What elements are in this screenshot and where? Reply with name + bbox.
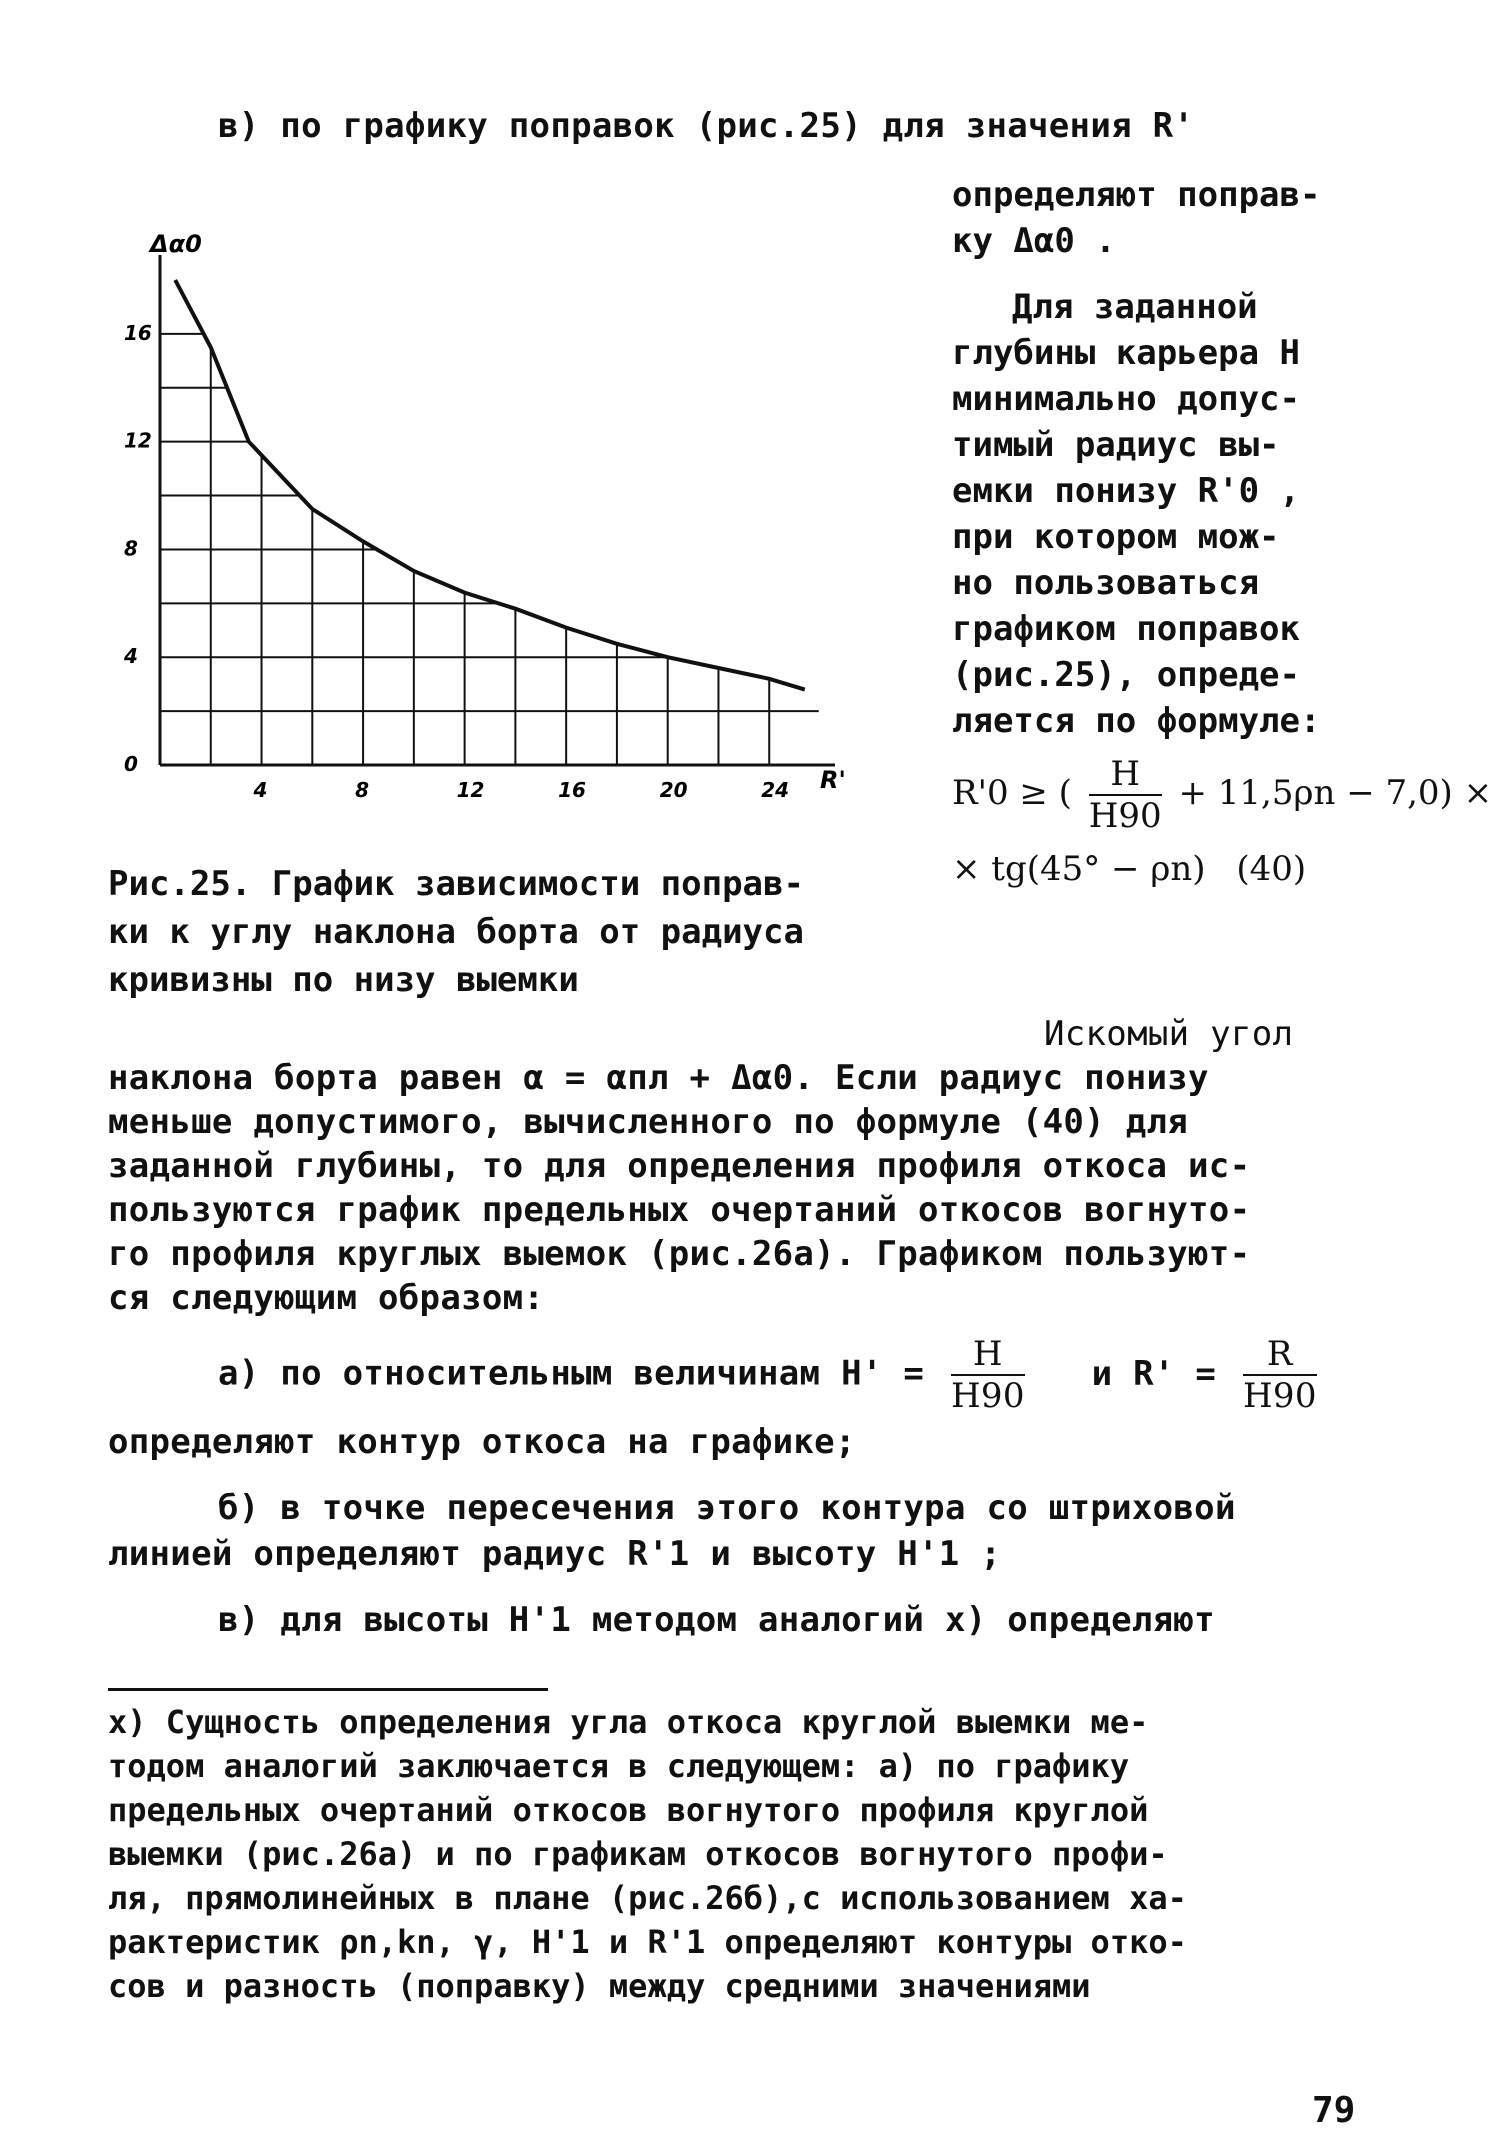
footnote-line: выемки (рис.26а) и по графикам откосов вогнутого профи-	[108, 1835, 1168, 1873]
formula-40	[952, 754, 1493, 836]
right-line: тимый радиус вы-	[952, 425, 1280, 465]
chart-tick-labels	[123, 321, 789, 802]
y-tick-label: 12	[124, 428, 152, 453]
body-line: го профиля круглых выемок (рис.26а). Графиком пользуют-	[108, 1234, 1251, 1274]
right-line: глубины карьера H	[952, 333, 1300, 373]
x-tick-label: 16	[558, 778, 586, 802]
y-tick-label: 8	[124, 536, 138, 561]
item-a-and: и R' =	[1091, 1353, 1217, 1394]
footnote-line: предельных очертаний откосов вогнутого профиля круглой	[108, 1791, 1149, 1829]
page-number: 79	[1312, 2090, 1356, 2131]
item-a-line2: определяют контур откоса на графике;	[108, 1422, 856, 1462]
right-line: минимально допус-	[952, 379, 1300, 419]
right-line: ляется по формуле:	[952, 701, 1321, 741]
fraction-h-den: H90	[950, 1376, 1025, 1416]
formula-rhs: + 11,5ρn − 7,0) ×	[1178, 773, 1493, 813]
footnote-line: сов и разность (поправку) между средними значениями	[108, 1967, 1091, 2005]
right-line: ку Δα0 .	[952, 221, 1116, 261]
y-tick-label: 16	[124, 320, 152, 345]
right-line: определяют поправ-	[952, 175, 1321, 215]
right-line: Для заданной	[1012, 287, 1258, 327]
caption-line: Рис.25. График зависимости поправ-	[108, 864, 804, 904]
chart-series-line	[175, 280, 805, 690]
x-tick-label: 12	[456, 778, 485, 802]
body-line: наклона борта равен α = αпл + Δα0. Если радиус понизу	[108, 1058, 1209, 1098]
x-tick-label: 20	[659, 778, 688, 802]
item-c-line1: в) для высоты H'1 методом аналогий x) определяют	[218, 1600, 1215, 1640]
item-a-prefix: а) по относительным величинам H' =	[218, 1353, 925, 1394]
footnote-line: тодом аналогий заключается в следующем: а) по графику	[108, 1747, 1130, 1785]
formula-fraction	[1089, 754, 1162, 836]
right-line	[952, 264, 1472, 284]
y-tick-label: 0	[124, 752, 138, 776]
formula-number: (40)	[1236, 849, 1307, 889]
formula-line2	[952, 846, 1472, 892]
body-line: Искомый угол	[1044, 1014, 1294, 1054]
fraction-r-num: R	[1243, 1334, 1317, 1376]
right-line: графиком поправок	[952, 609, 1300, 649]
formula-line2-text: × tg(45° − ρn)	[952, 849, 1206, 889]
body-line: ся следующим образом:	[108, 1278, 545, 1318]
figure-caption	[108, 860, 888, 1004]
body-line: пользуются график предельных очертаний откосов вогнуто-	[108, 1190, 1251, 1230]
correction-chart	[120, 220, 880, 820]
right-line: при котором мож-	[952, 517, 1280, 557]
fraction-h-num: H	[951, 1334, 1025, 1376]
chart-grid	[160, 334, 819, 765]
formula-lhs: R'0 ≥ (	[952, 773, 1072, 813]
fraction-h	[951, 1334, 1025, 1416]
x-tick-label: 4	[253, 778, 268, 802]
body-line: меньше допустимого, вычисленного по формуле (40) для	[108, 1102, 1189, 1142]
top-line: в) по графику поправок (рис.25) для значения R'	[218, 106, 1195, 146]
item-b-line1: б) в точке пересечения этого контура со штриховой	[218, 1488, 1236, 1528]
x-axis-label: R'	[820, 766, 846, 794]
item-b-line2: линией определяют радиус R'1 и высоту H'1 ;	[108, 1534, 1002, 1574]
right-line: (рис.25), опреде-	[952, 655, 1300, 695]
footnote-rule	[108, 1688, 548, 1691]
fraction-r	[1243, 1334, 1317, 1416]
footnote-line: ля, прямолинейных в плане (рис.26б),с использованием ха-	[108, 1879, 1187, 1917]
y-tick-label: 4	[124, 644, 138, 669]
x-tick-label: 8	[355, 778, 369, 802]
caption-line: кривизны по низу выемки	[108, 960, 579, 1000]
right-line: но пользоваться	[952, 563, 1260, 603]
caption-line: ки к углу наклона борта от радиуса	[108, 912, 804, 952]
footnote-line: x) Сущность определения угла откоса круглой выемки ме-	[108, 1703, 1149, 1741]
x-tick-label: 24	[761, 778, 790, 802]
footnote	[108, 1700, 1408, 2008]
formula-numerator: H	[1089, 754, 1162, 796]
right-line: емки понизу R'0 ,	[952, 471, 1300, 511]
fraction-r-den: H90	[1242, 1376, 1317, 1416]
item-a	[218, 1334, 1323, 1416]
formula-denominator: H90	[1088, 796, 1162, 836]
right-column	[952, 172, 1493, 892]
footnote-line: рактеристик ρn,kn, γ, H'1 и R'1 определяют контуры отко-	[108, 1923, 1187, 1961]
body-line: заданной глубины, то для определения профиля откоса ис-	[108, 1146, 1251, 1186]
y-axis-label: Δα0	[150, 230, 202, 258]
